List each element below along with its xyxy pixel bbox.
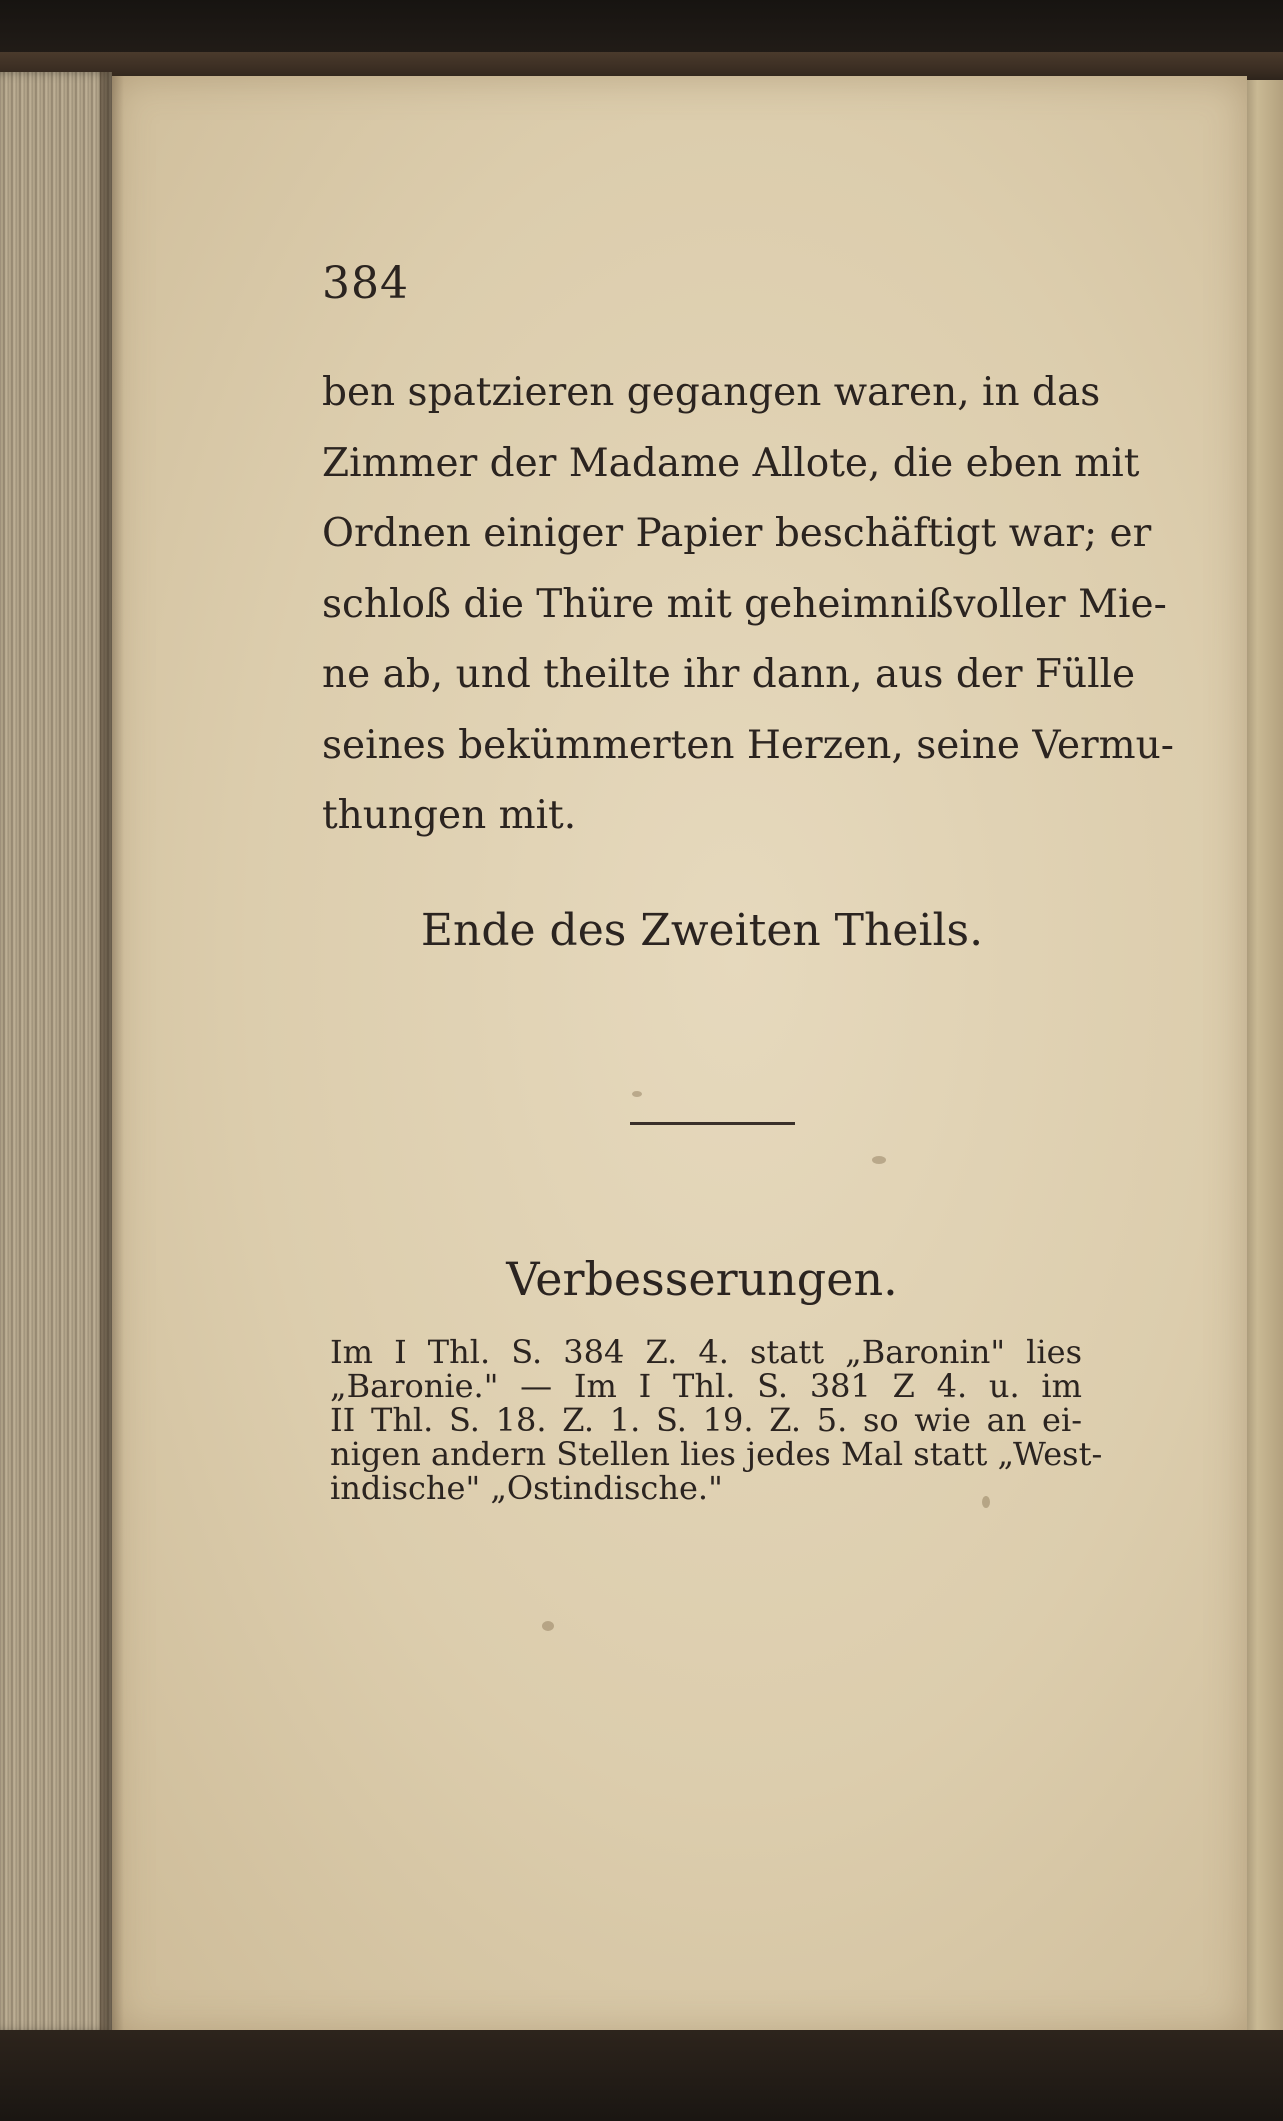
page-number: 384 bbox=[322, 258, 409, 309]
body-line: seines bekümmerten Herzen, seine Vermu- bbox=[322, 722, 1174, 768]
errata-line: „Baronie." — Im I Thl. S. 381 Z 4. u. im bbox=[330, 1367, 1082, 1405]
errata-line: nigen andern Stellen lies jedes Mal statt „West- bbox=[330, 1435, 1103, 1473]
paper-speck bbox=[542, 1621, 554, 1631]
section-divider bbox=[630, 1122, 795, 1125]
body-line: Ordnen einiger Papier beschäftigt war; er bbox=[322, 511, 1152, 556]
body-line: schloß die Thüre mit geheimnißvoller Mie- bbox=[322, 581, 1167, 627]
spine-shadow bbox=[100, 72, 124, 2032]
page-block-edge bbox=[0, 72, 112, 2032]
errata-line: indische" „Ostindische." bbox=[330, 1469, 723, 1507]
errata-line: II Thl. S. 18. Z. 1. S. 19. Z. 5. so wie an ei- bbox=[330, 1401, 1082, 1439]
paper-speck bbox=[872, 1156, 886, 1164]
binding-bottom-edge bbox=[0, 2030, 1283, 2121]
body-line: ne ab, und theilte ihr dann, aus der Fülle bbox=[322, 652, 1136, 697]
errata-title: Verbesserungen. bbox=[506, 1252, 898, 1306]
errata-text bbox=[330, 1333, 1103, 1507]
body-text bbox=[322, 358, 1174, 852]
ending-heading: Ende des Zweiten Theils. bbox=[420, 905, 984, 956]
body-line: ben spatzieren gegangen waren, in das bbox=[322, 370, 1101, 415]
body-line: Zimmer der Madame Allote, die eben mit bbox=[322, 440, 1140, 486]
paper-speck bbox=[632, 1091, 642, 1097]
errata-line: Im I Thl. S. 384 Z. 4. statt „Baronin" lies bbox=[330, 1333, 1082, 1371]
body-line: thungen mit. bbox=[322, 793, 577, 838]
